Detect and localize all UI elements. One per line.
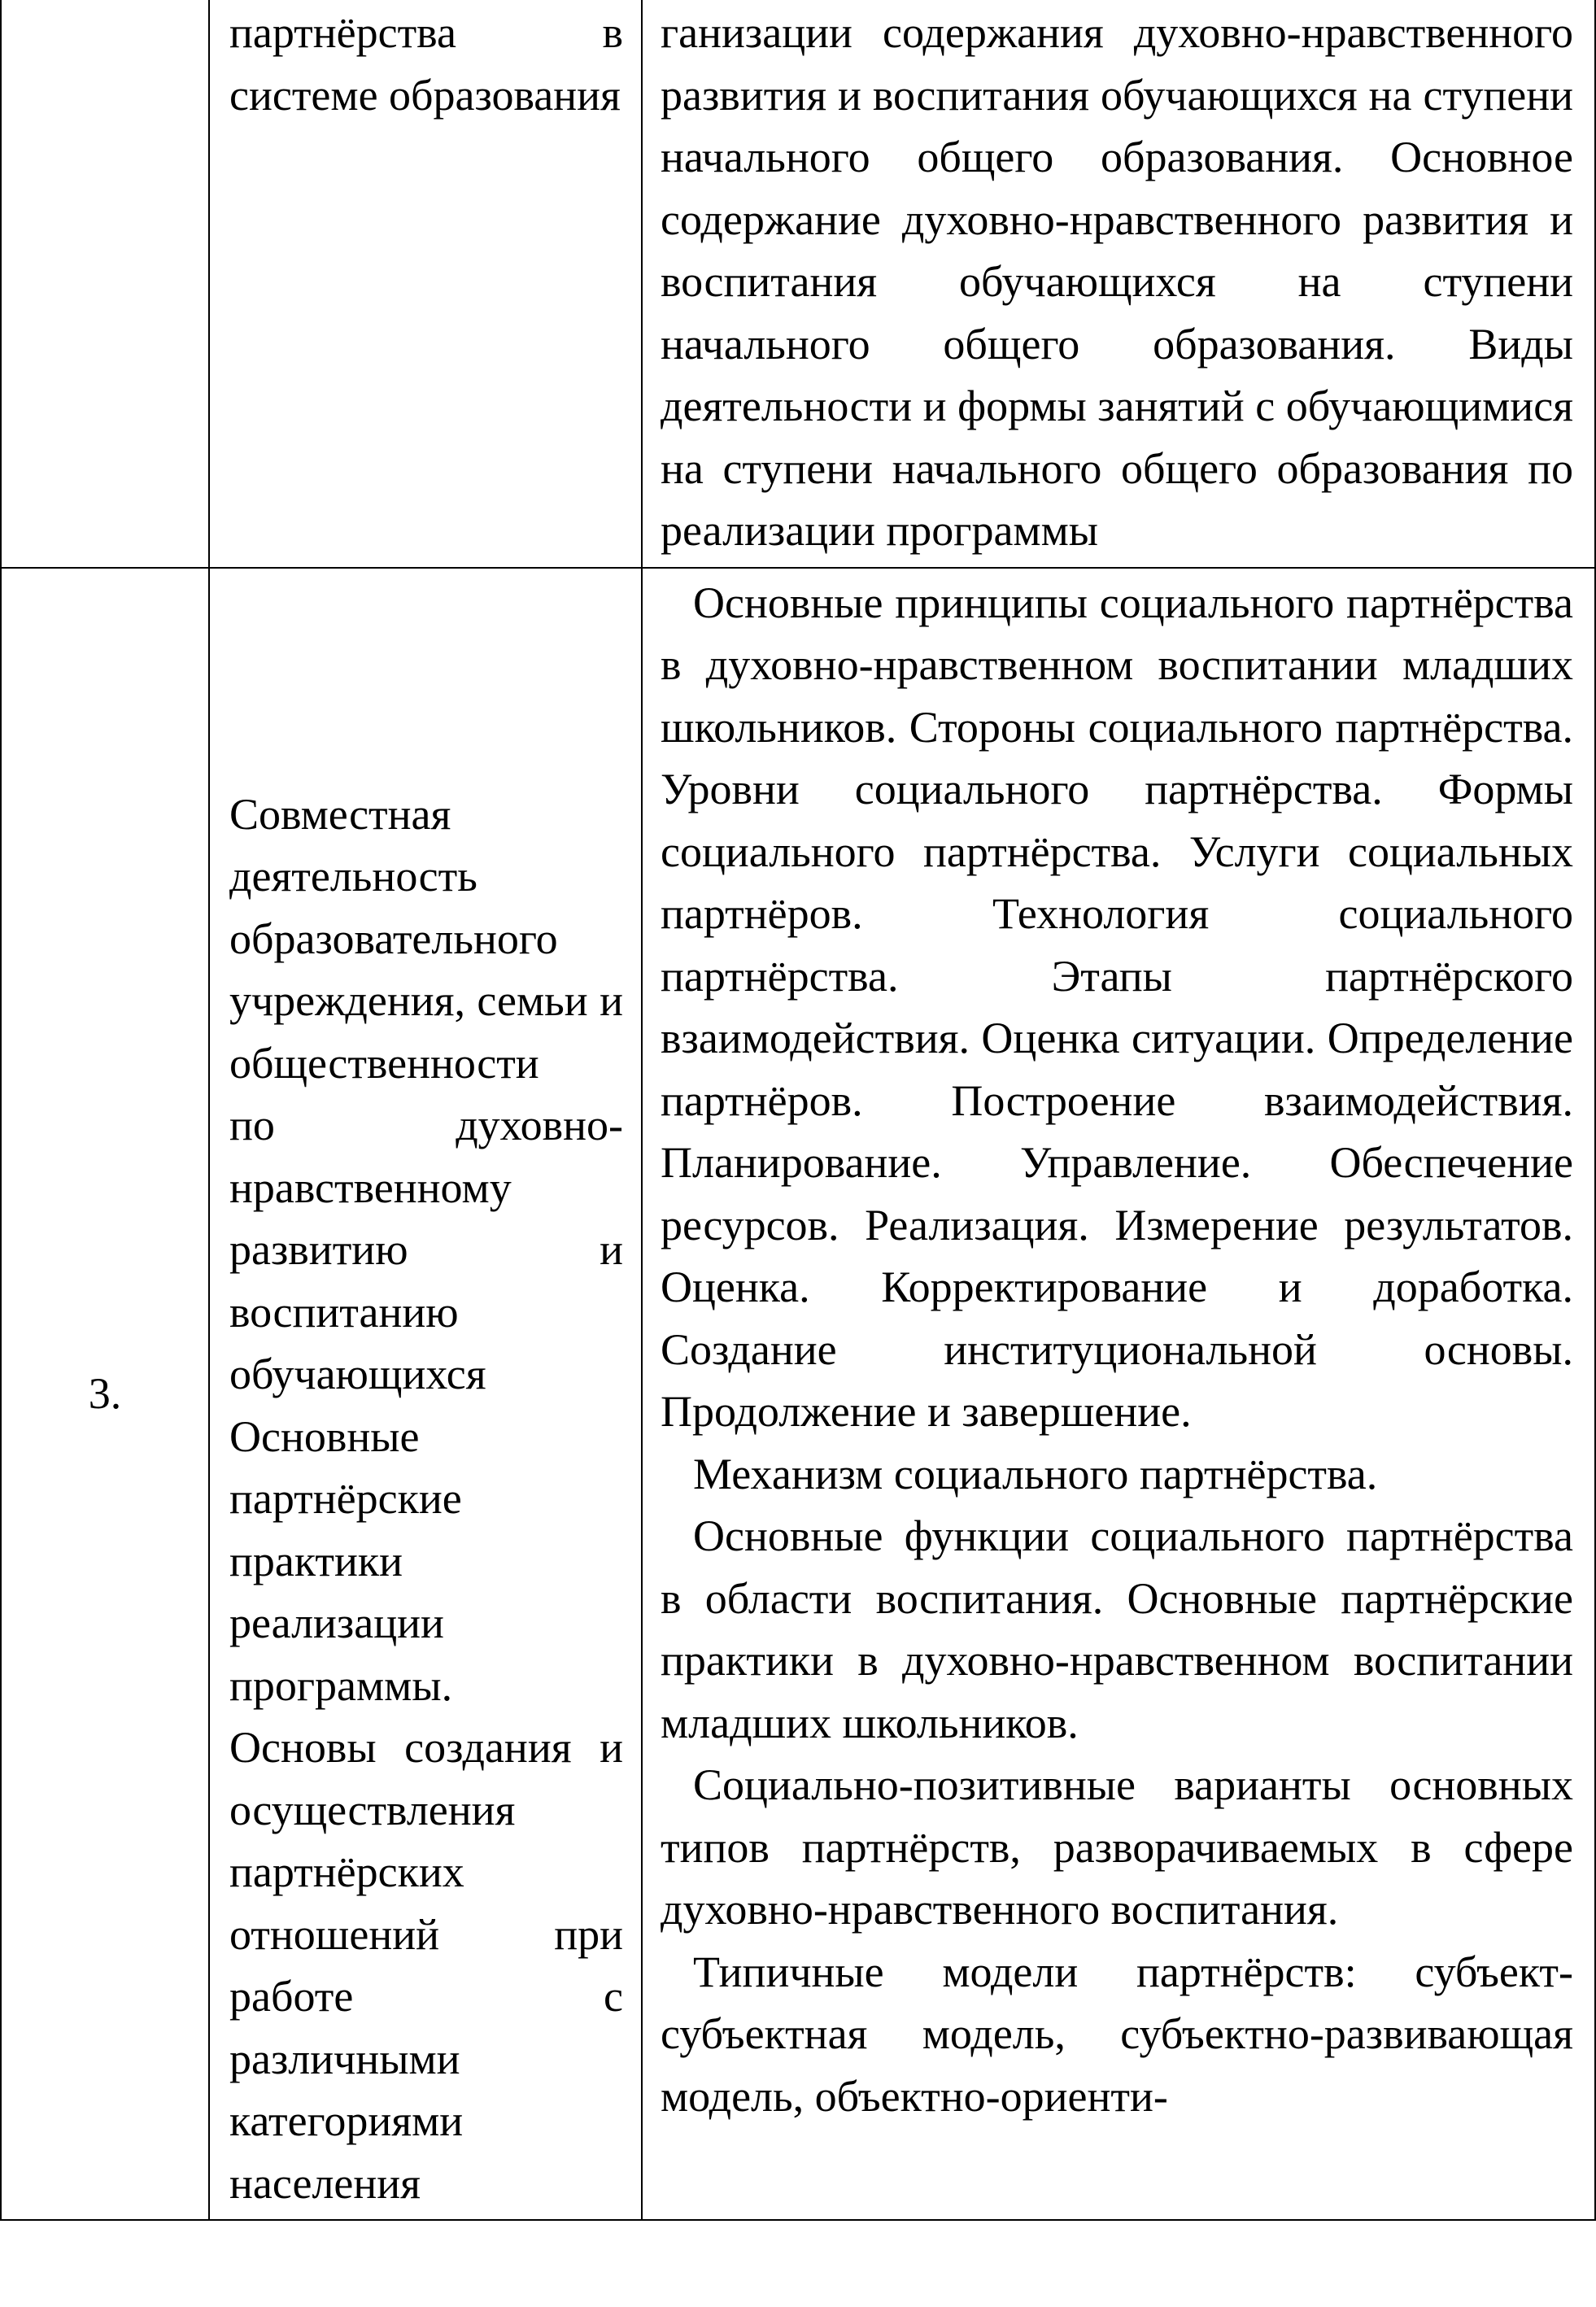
content-cell [642, 568, 1595, 2221]
table-row [1, 0, 1595, 568]
topic-cell [209, 0, 642, 568]
table-row [1, 568, 1595, 2221]
row-number: 3. [88, 1369, 122, 1418]
content-paragraph: Социально-позитивные варианты основных типов партнёрств, разворачиваемых в сфере духовно-нравственного воспитания. [661, 1760, 1573, 1934]
content-paragraph: Основные принципы социального партнёрства в духовно-нравственном воспитании младших школьников. Стороны социального партнёрства. Уровни социального партнёрства. Формы социального партнёрства. Услуги социальных партнёров. Технология социального партнёрства. Этапы партнёрского взаимодействия. Оценка ситуации. Определение партнёров. Построение взаимодействия. Планирование. Управление. Обеспечение ресурсов. Реализация. Измерение результатов. Оценка. Корректирование и доработка. Создание институциональной основы. Продолжение и завершение. [661, 578, 1573, 1436]
topic-paragraph: Основы создания и осуществления партнёрских отношений при работе с различными категориями населения [229, 1723, 623, 2208]
content-cell [642, 0, 1595, 568]
content-paragraph: ганизации содержания духовно-нравственного развития и воспитания обучающихся на ступени начального общего образования. Основное содержание духовно-нравственного развития и воспитания обучающихся на ступени начального общего образования. Виды деятельности и формы занятий с обучающимися на ступени начального общего образования по реализации программы [661, 8, 1573, 555]
topic-cell [209, 568, 642, 2221]
row-number-cell [1, 568, 209, 2221]
content-paragraph: Механизм социального партнёрства. [693, 1449, 1378, 1498]
row-number-cell [1, 0, 209, 568]
content-paragraph: Типичные модели партнёрств: субъект-субъектная модель, субъектно-развивающая модель, объектно-ориенти- [661, 1947, 1573, 2121]
content-paragraph: Основные функции социального партнёрства в области воспитания. Основные партнёрские практики в духовно-нравственном воспитании младших школьников. [661, 1511, 1573, 1747]
topic-text: партнёрства в системе образования [229, 8, 623, 120]
topic-paragraph: по духовно-нравственному развитию и воспитанию обучающихся Основные партнёрские практики реализации программы. [229, 1101, 623, 1710]
topic-paragraph: Совместная деятельность образовательного учреждения, семьи и общественности [229, 789, 623, 1088]
